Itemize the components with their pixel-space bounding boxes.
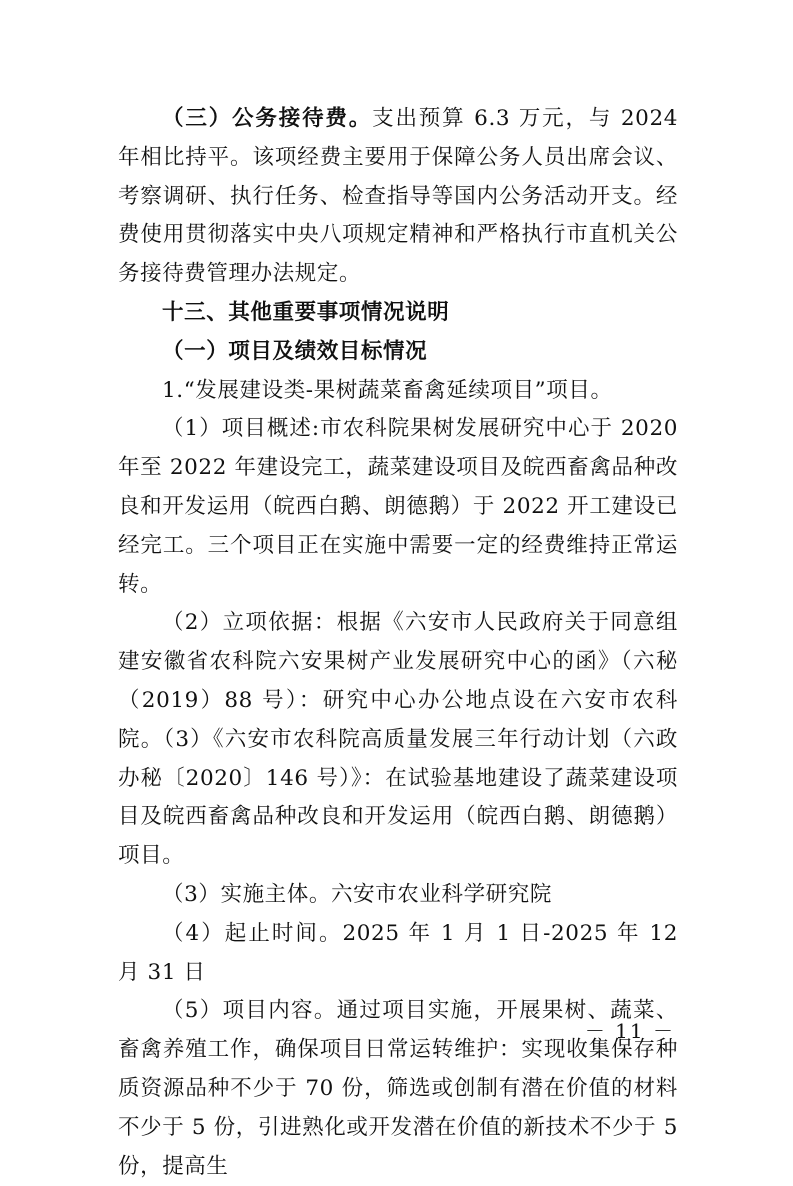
subsection-heading: （一）项目及绩效目标情况	[162, 338, 428, 364]
page-number: － 11 －	[584, 1019, 675, 1043]
paragraph-text: 支出预算 6.3 万元，与 2024 年相比持平。该项经费主要用于保障公务人员出席会议、考察调研、执行任务、检查指导等国内公务活动开支。经费使用贯彻落实中央八项规定精神和严格执行市直机关公务接待费管理办法规定。	[118, 106, 679, 287]
paragraph-reception-fee	[118, 100, 678, 294]
paragraph-subject: （3）实施主体。六安市农业科学研究院	[162, 881, 552, 907]
paragraph-content: （5）项目内容。通过项目实施，开展果树、蔬菜、畜禽养殖工作，确保项目日常运转维护：实现收集保存种质资源品种不少于 70 份，筛选或创制有潜在价值的材料不少于 5 份，引进熟化或开发潜在价值的新技术不少于 5 份，提高生	[118, 998, 678, 1179]
paragraph-project-title: 1.“发展建设类-果树蔬菜畜禽延续项目”项目。	[162, 377, 613, 403]
paragraph-period: （4）起止时间。2025 年 1 月 1 日-2025 年 12 月 31 日	[118, 920, 678, 985]
paragraph-overview: （1）项目概述:市农科院果树发展研究中心于 2020 年至 2022 年建设完工，蔬菜建设项目及皖西畜禽品种改良和开发运用（皖西白鹅、朗德鹅）于 2022 开工建设已经完工。三个项目正在实施中需要一定的经费维持正常运转。	[118, 416, 678, 597]
paragraph-basis: （2）立项依据：根据《六安市人民政府关于同意组建安徽省农科院六安果树产业发展研究中心的函》（六秘（2019）88 号）：研究中心办公地点设在六安市农科院。（3）《六安市农科院高质量发展三年行动计划（六政办秘〔2020〕146 号）》：在试验基地建设了蔬菜建设项目及皖西畜禽品种改良和开发运用（皖西白鹅、朗德鹅）项目。	[118, 610, 678, 869]
section-heading: 十三、其他重要事项情况说明	[162, 299, 450, 325]
paragraph-lead: （三）公务接待费。	[162, 106, 373, 131]
